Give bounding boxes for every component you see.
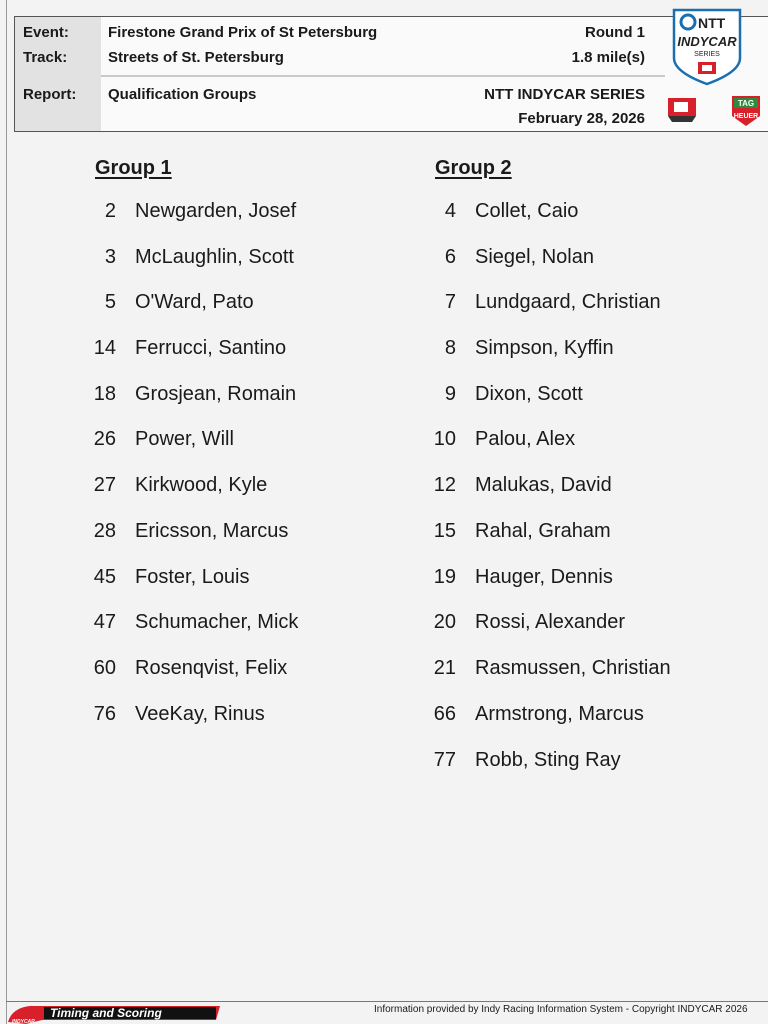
- car-number: 7: [444, 291, 456, 313]
- track-name: Streets of St. Petersburg: [108, 49, 284, 66]
- car-number: 60: [93, 657, 116, 679]
- car-number: 77: [433, 749, 456, 771]
- car-number: 12: [433, 474, 456, 496]
- car-number: 8: [444, 337, 456, 359]
- driver-name: Malukas, David: [475, 474, 612, 496]
- svg-text:HEUER: HEUER: [733, 113, 759, 120]
- car-number: 14: [93, 337, 116, 359]
- driver-name: Power, Will: [135, 428, 234, 450]
- track-label: Track:: [23, 49, 68, 66]
- series-name: NTT INDYCAR SERIES: [484, 86, 645, 103]
- car-number: 76: [93, 703, 116, 725]
- event-label: Event:: [23, 24, 69, 41]
- driver-name: Rosenqvist, Felix: [135, 657, 288, 679]
- driver-name: Siegel, Nolan: [475, 246, 594, 268]
- copyright-notice: Information provided by Indy Racing Information System - Copyright INDYCAR 2026: [374, 1004, 748, 1015]
- car-number: 3: [104, 246, 116, 268]
- ntt-indycar-series-logo: [668, 6, 746, 86]
- track-length: 1.8 mile(s): [571, 49, 645, 66]
- driver-name: VeeKay, Rinus: [135, 703, 265, 725]
- driver-name: Schumacher, Mick: [135, 611, 299, 633]
- round-number: Round 1: [585, 24, 645, 41]
- car-number: 9: [444, 383, 456, 405]
- driver-name: Rasmussen, Christian: [475, 657, 671, 679]
- group-1-title: Group 1: [95, 157, 172, 179]
- car-number: 4: [444, 200, 456, 222]
- car-number: 15: [433, 520, 456, 542]
- driver-name: Kirkwood, Kyle: [135, 474, 268, 496]
- driver-name: Simpson, Kyffin: [475, 337, 614, 359]
- driver-name: Ferrucci, Santino: [135, 337, 287, 359]
- svg-text:TAG: TAG: [737, 99, 755, 108]
- car-number: 28: [93, 520, 116, 542]
- car-number: 66: [433, 703, 456, 725]
- driver-name: Ericsson, Marcus: [135, 520, 289, 542]
- driver-name: Robb, Sting Ray: [475, 749, 621, 771]
- driver-name: Newgarden, Josef: [135, 200, 297, 222]
- car-number: 47: [93, 611, 116, 633]
- car-number: 18: [93, 383, 116, 405]
- driver-name: Foster, Louis: [135, 566, 250, 588]
- car-number: 27: [93, 474, 116, 496]
- driver-name: Palou, Alex: [475, 428, 576, 450]
- driver-name: Grosjean, Romain: [135, 383, 297, 405]
- driver-name: Hauger, Dennis: [475, 566, 613, 588]
- svg-text:INDYCAR: INDYCAR: [677, 34, 737, 49]
- car-number: 6: [444, 246, 456, 268]
- svg-text:Timing and Scoring: Timing and Scoring: [50, 1006, 162, 1020]
- report-label: Report:: [23, 86, 77, 103]
- svg-text:SERIES: SERIES: [694, 51, 720, 58]
- group-2-title: Group 2: [435, 157, 512, 179]
- car-number: 5: [104, 291, 116, 313]
- indycar-logo: [666, 96, 698, 126]
- driver-name: Lundgaard, Christian: [475, 291, 661, 313]
- driver-name: Collet, Caio: [475, 200, 579, 222]
- timing-and-scoring-logo: [6, 1002, 226, 1024]
- car-number: 2: [104, 200, 116, 222]
- header-divider: [101, 75, 665, 77]
- car-number: 26: [93, 428, 116, 450]
- report-header: [14, 16, 768, 132]
- driver-name: Rossi, Alexander: [475, 611, 626, 633]
- car-number: 19: [433, 566, 456, 588]
- driver-name: McLaughlin, Scott: [135, 246, 294, 268]
- svg-text:INDYCAR: INDYCAR: [12, 1019, 35, 1024]
- report-date: February 28, 2026: [518, 110, 645, 127]
- car-number: 20: [433, 611, 456, 633]
- driver-name: Rahal, Graham: [475, 520, 611, 542]
- driver-name: Dixon, Scott: [475, 383, 583, 405]
- event-name: Firestone Grand Prix of St Petersburg: [108, 24, 378, 41]
- page-border: [6, 0, 768, 1024]
- car-number: 45: [93, 566, 116, 588]
- tag-heuer-logo: [728, 94, 764, 128]
- svg-text:NTT: NTT: [698, 15, 726, 31]
- driver-name: Armstrong, Marcus: [475, 703, 644, 725]
- report-name: Qualification Groups: [108, 86, 257, 103]
- car-number: 21: [433, 657, 456, 679]
- driver-name: O'Ward, Pato: [135, 291, 254, 313]
- car-number: 10: [433, 428, 456, 450]
